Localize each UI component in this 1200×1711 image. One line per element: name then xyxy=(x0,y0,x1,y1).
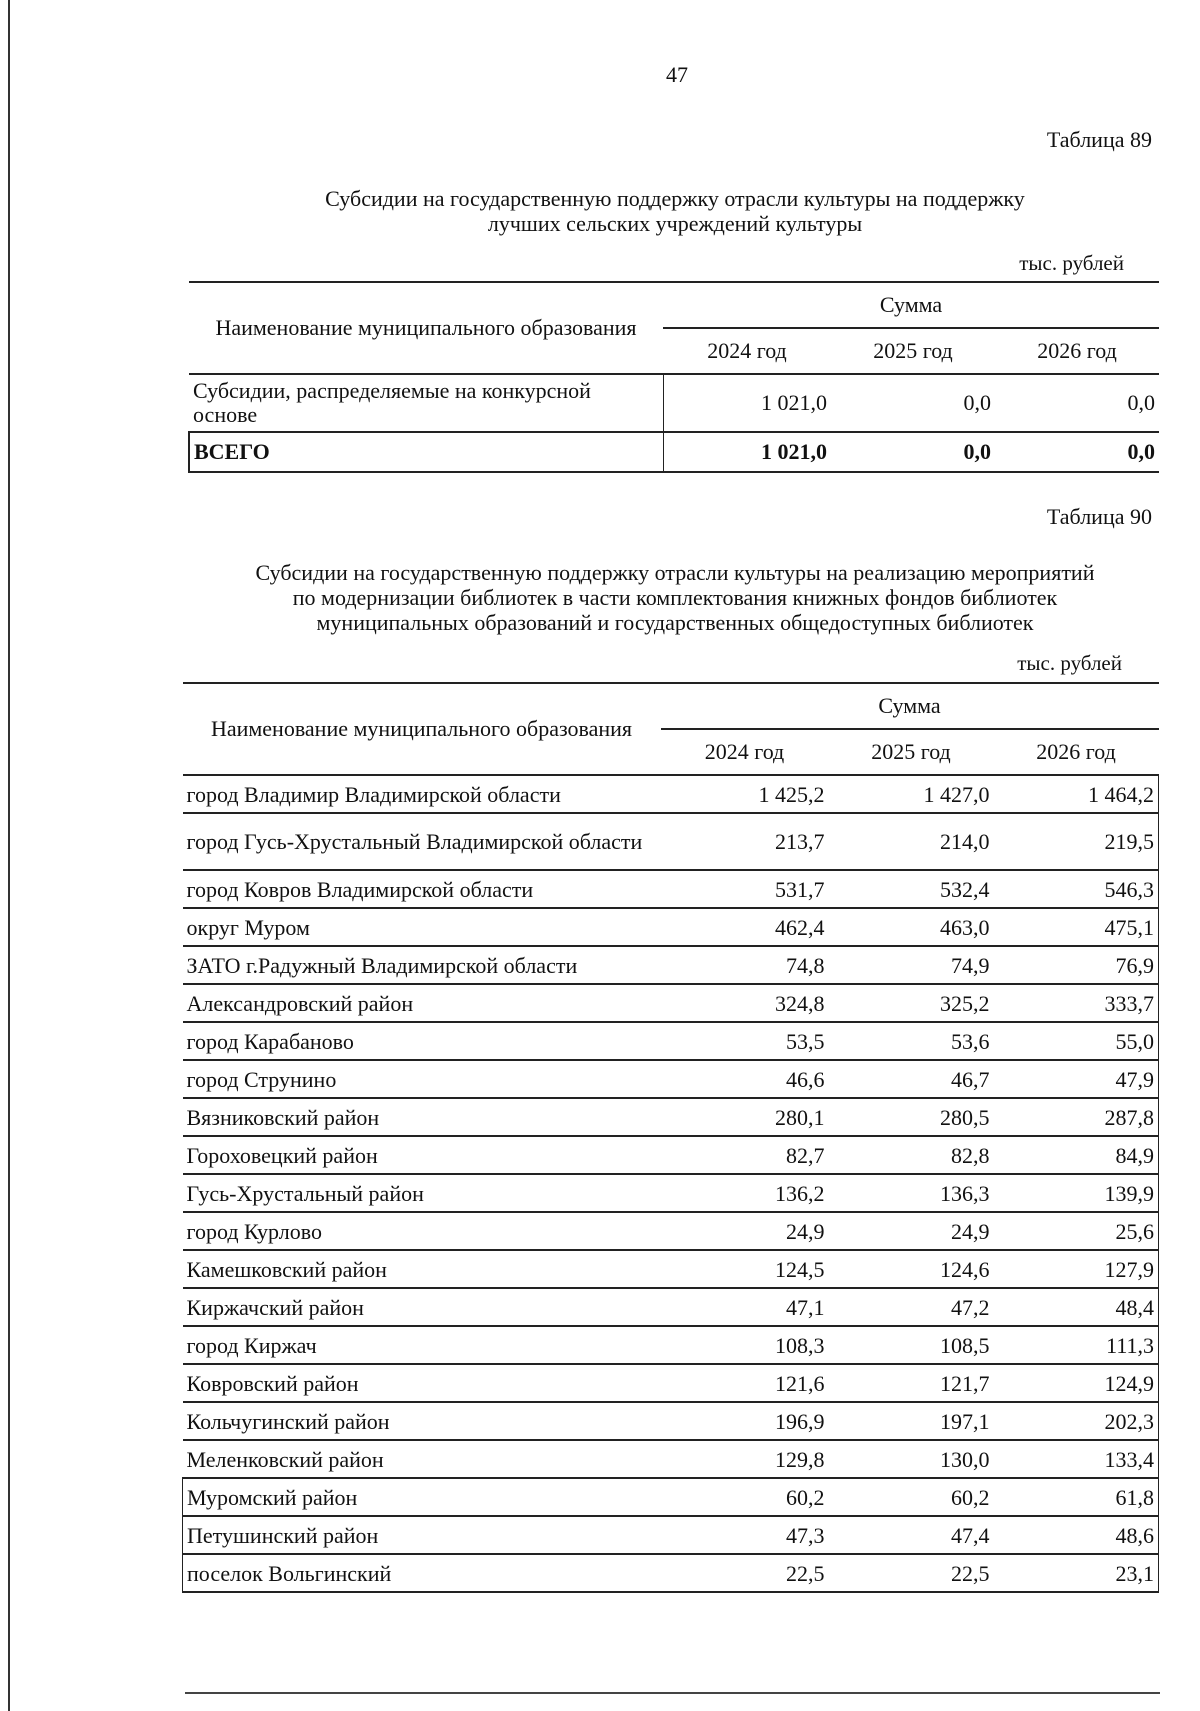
row-value-2026: 0,0 xyxy=(995,374,1159,432)
row-name: Вязниковский район xyxy=(183,1098,661,1136)
row-value-2024: 47,3 xyxy=(661,1516,829,1554)
table-total-row xyxy=(189,432,1159,472)
total-value-2025: 0,0 xyxy=(831,432,995,472)
row-name: город Струнино xyxy=(183,1060,661,1098)
row-value-2025: 532,4 xyxy=(829,870,994,908)
table-89-header-year-2024: 2024 год xyxy=(663,328,831,374)
table-90 xyxy=(182,682,1159,1593)
row-value-2024: 1 425,2 xyxy=(661,775,829,813)
row-name: Гороховецкий район xyxy=(183,1136,661,1174)
row-value-2025: 0,0 xyxy=(831,374,995,432)
row-value-2025: 1 427,0 xyxy=(829,775,994,813)
row-value-2024: 60,2 xyxy=(661,1478,829,1516)
row-value-2026: 124,9 xyxy=(994,1364,1159,1402)
table-90-title-line2: по модернизации библиотек в части комплектования книжных фондов библиотек xyxy=(292,585,1058,610)
table-89-header-name: Наименование муниципального образования xyxy=(189,282,663,374)
row-value-2024: 47,1 xyxy=(661,1288,829,1326)
table-row xyxy=(183,1098,1159,1136)
table-90-title-line1: Субсидии на государственную поддержку отрасли культуры на реализацию мероприятий xyxy=(255,560,1095,585)
row-value-2025: 124,6 xyxy=(829,1250,994,1288)
row-value-2026: 55,0 xyxy=(994,1022,1159,1060)
row-name: Александровский район xyxy=(183,984,661,1022)
row-value-2025: 197,1 xyxy=(829,1402,994,1440)
row-value-2026: 61,8 xyxy=(994,1478,1159,1516)
table-row xyxy=(183,1364,1159,1402)
row-name: Камешковский район xyxy=(183,1250,661,1288)
row-value-2024: 1 021,0 xyxy=(663,374,831,432)
row-value-2026: 202,3 xyxy=(994,1402,1159,1440)
table-90-header-name: Наименование муниципального образования xyxy=(183,683,661,775)
row-name: Кольчугинский район xyxy=(183,1402,661,1440)
row-name: ЗАТО г.Радужный Владимирской области xyxy=(183,946,661,984)
table-row xyxy=(183,870,1159,908)
row-value-2025: 82,8 xyxy=(829,1136,994,1174)
table-row xyxy=(183,946,1159,984)
table-90-header-sum: Сумма xyxy=(661,683,1159,729)
row-value-2024: 531,7 xyxy=(661,870,829,908)
table-row xyxy=(183,1516,1159,1554)
row-value-2024: 124,5 xyxy=(661,1250,829,1288)
table-89-title xyxy=(180,186,1170,236)
row-value-2025: 53,6 xyxy=(829,1022,994,1060)
row-value-2026: 139,9 xyxy=(994,1174,1159,1212)
row-value-2025: 130,0 xyxy=(829,1440,994,1478)
row-name: округ Муром xyxy=(183,908,661,946)
row-value-2025: 325,2 xyxy=(829,984,994,1022)
table-row xyxy=(183,1288,1159,1326)
table-89-header-year-2026: 2026 год xyxy=(995,328,1159,374)
row-name: город Гусь-Хрустальный Владимирской области xyxy=(183,813,661,870)
total-value-2024: 1 021,0 xyxy=(663,432,831,472)
row-value-2025: 46,7 xyxy=(829,1060,994,1098)
table-row xyxy=(183,1402,1159,1440)
table-90-header-year-2026: 2026 год xyxy=(994,729,1159,775)
table-89-title-line1: Субсидии на государственную поддержку отрасли культуры на поддержку xyxy=(325,186,1025,211)
row-name: поселок Вольгинский xyxy=(183,1554,661,1592)
table-90-title xyxy=(180,560,1170,635)
row-name: Гусь-Хрустальный район xyxy=(183,1174,661,1212)
table-row xyxy=(183,1440,1159,1478)
table-90-units: тыс. рублей xyxy=(1017,651,1122,675)
row-value-2024: 108,3 xyxy=(661,1326,829,1364)
table-row xyxy=(183,1250,1159,1288)
row-value-2026: 127,9 xyxy=(994,1250,1159,1288)
row-name: Субсидии, распределяемые на конкурсной основе xyxy=(189,374,663,432)
table-row xyxy=(183,908,1159,946)
row-value-2026: 47,9 xyxy=(994,1060,1159,1098)
row-name: город Ковров Владимирской области xyxy=(183,870,661,908)
row-value-2026: 546,3 xyxy=(994,870,1159,908)
table-90-label: Таблица 90 xyxy=(1046,504,1152,529)
row-value-2025: 214,0 xyxy=(829,813,994,870)
row-value-2025: 463,0 xyxy=(829,908,994,946)
row-value-2024: 196,9 xyxy=(661,1402,829,1440)
row-value-2025: 47,2 xyxy=(829,1288,994,1326)
table-89-header-sum: Сумма xyxy=(663,282,1159,328)
page-number: 47 xyxy=(666,62,688,87)
scan-edge-bottom xyxy=(185,1692,1160,1694)
table-89-header-year-2025: 2025 год xyxy=(831,328,995,374)
row-value-2024: 462,4 xyxy=(661,908,829,946)
table-row xyxy=(183,1022,1159,1060)
table-89-units: тыс. рублей xyxy=(1019,251,1124,275)
table-90-header-year-2024: 2024 год xyxy=(661,729,829,775)
total-value-2026: 0,0 xyxy=(995,432,1159,472)
row-value-2025: 280,5 xyxy=(829,1098,994,1136)
table-row xyxy=(183,984,1159,1022)
row-value-2026: 219,5 xyxy=(994,813,1159,870)
row-name: город Карабаново xyxy=(183,1022,661,1060)
row-value-2025: 22,5 xyxy=(829,1554,994,1592)
row-name: город Курлово xyxy=(183,1212,661,1250)
scan-edge-left xyxy=(8,0,10,1711)
total-name: ВСЕГО xyxy=(189,432,663,472)
table-90-header-year-2025: 2025 год xyxy=(829,729,994,775)
row-name: Муромский район xyxy=(183,1478,661,1516)
table-row xyxy=(183,1212,1159,1250)
row-name: город Киржач xyxy=(183,1326,661,1364)
table-row xyxy=(183,1554,1159,1592)
row-value-2024: 324,8 xyxy=(661,984,829,1022)
row-value-2026: 333,7 xyxy=(994,984,1159,1022)
table-row xyxy=(183,1136,1159,1174)
table-90-title-line3: муниципальных образований и государственных общедоступных библиотек xyxy=(316,610,1034,635)
row-value-2025: 108,5 xyxy=(829,1326,994,1364)
row-value-2024: 24,9 xyxy=(661,1212,829,1250)
row-value-2025: 24,9 xyxy=(829,1212,994,1250)
table-89-title-line2: лучших сельских учреждений культуры xyxy=(487,211,863,236)
row-name: Петушинский район xyxy=(183,1516,661,1554)
table-row xyxy=(183,1174,1159,1212)
row-value-2025: 74,9 xyxy=(829,946,994,984)
row-value-2026: 48,6 xyxy=(994,1516,1159,1554)
row-value-2025: 121,7 xyxy=(829,1364,994,1402)
row-value-2026: 76,9 xyxy=(994,946,1159,984)
row-value-2026: 84,9 xyxy=(994,1136,1159,1174)
row-value-2026: 287,8 xyxy=(994,1098,1159,1136)
table-row xyxy=(183,1478,1159,1516)
row-name: Ковровский район xyxy=(183,1364,661,1402)
table-89 xyxy=(188,281,1159,473)
row-value-2024: 121,6 xyxy=(661,1364,829,1402)
table-row xyxy=(183,1326,1159,1364)
row-value-2024: 74,8 xyxy=(661,946,829,984)
row-value-2026: 1 464,2 xyxy=(994,775,1159,813)
row-value-2024: 280,1 xyxy=(661,1098,829,1136)
row-value-2024: 22,5 xyxy=(661,1554,829,1592)
row-value-2026: 48,4 xyxy=(994,1288,1159,1326)
row-value-2025: 47,4 xyxy=(829,1516,994,1554)
row-name: Киржачский район xyxy=(183,1288,661,1326)
row-value-2025: 60,2 xyxy=(829,1478,994,1516)
row-value-2024: 136,2 xyxy=(661,1174,829,1212)
row-value-2024: 53,5 xyxy=(661,1022,829,1060)
table-row xyxy=(183,813,1159,870)
table-89-label: Таблица 89 xyxy=(1046,127,1152,152)
row-value-2024: 46,6 xyxy=(661,1060,829,1098)
row-value-2026: 111,3 xyxy=(994,1326,1159,1364)
row-value-2024: 213,7 xyxy=(661,813,829,870)
row-value-2026: 133,4 xyxy=(994,1440,1159,1478)
row-value-2024: 82,7 xyxy=(661,1136,829,1174)
table-row xyxy=(183,1060,1159,1098)
table-row xyxy=(189,374,1159,432)
row-value-2025: 136,3 xyxy=(829,1174,994,1212)
row-value-2026: 475,1 xyxy=(994,908,1159,946)
row-value-2024: 129,8 xyxy=(661,1440,829,1478)
row-name: город Владимир Владимирской области xyxy=(183,775,661,813)
table-row xyxy=(183,775,1159,813)
row-value-2026: 23,1 xyxy=(994,1554,1159,1592)
row-value-2026: 25,6 xyxy=(994,1212,1159,1250)
row-name: Меленковский район xyxy=(183,1440,661,1478)
